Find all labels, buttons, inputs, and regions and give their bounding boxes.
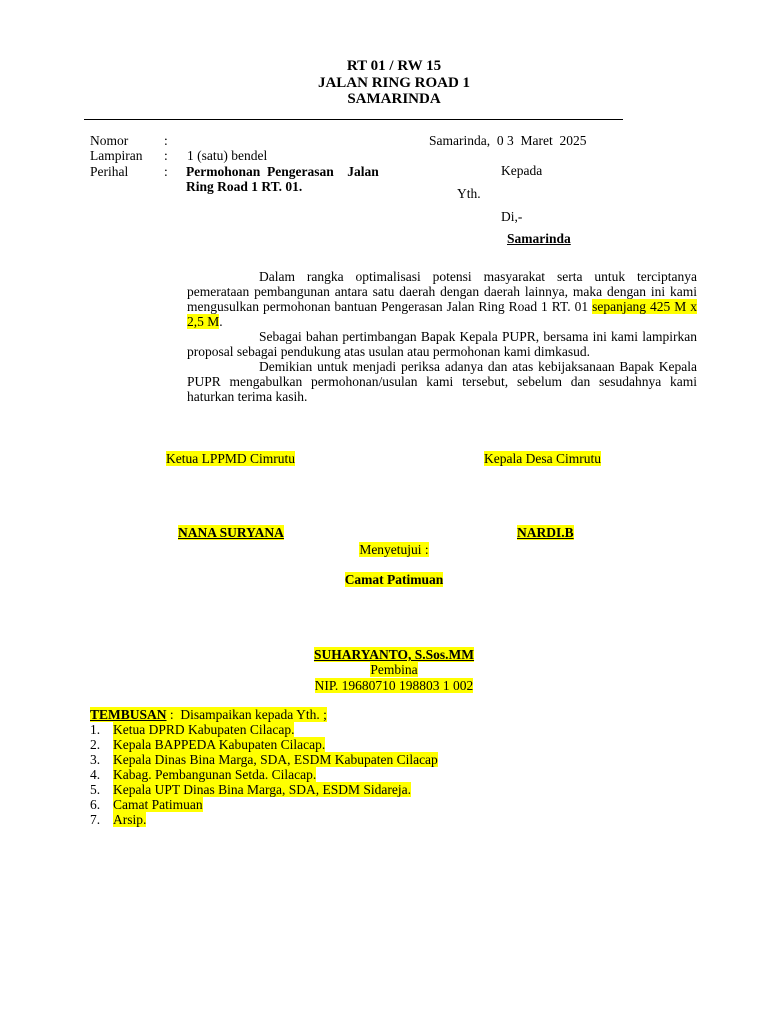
- body-paragraph-1: [187, 269, 697, 329]
- approval-label-wrap: [0, 542, 768, 557]
- yth-label: Yth.: [457, 186, 481, 201]
- letterhead-line-2: JALAN RING ROAD 1: [317, 75, 471, 91]
- list-item: [90, 752, 438, 767]
- left-signatory-name: NANA SURYANA: [178, 525, 284, 540]
- letterhead-line-1: RT 01 / RW 15: [346, 58, 442, 74]
- road-length-highlight: sepanjang 425 M x 2,5 M: [187, 299, 698, 329]
- tembusan-label: TEMBUSAN: [90, 707, 167, 722]
- tembusan-section: [90, 707, 438, 827]
- list-item-text: Kepala BAPPEDA Kabupaten Cilacap.: [113, 737, 326, 752]
- list-item: [90, 722, 438, 737]
- tembusan-intro: : Disampaikan kepada Yth. ;: [166, 707, 327, 722]
- tembusan-header: [90, 707, 327, 722]
- camat-nip: NIP. 19680710 198803 1 002: [314, 678, 474, 693]
- right-signatory-title: Kepala Desa Cimrutu: [484, 451, 601, 466]
- left-signatory-title: Ketua LPPMD Cimrutu: [166, 451, 296, 466]
- perihal-colon: :: [164, 164, 168, 179]
- list-item-number: 1.: [90, 722, 101, 737]
- letter-date: Samarinda, 0 3 Maret 2025: [429, 133, 587, 148]
- list-item-number: 4.: [90, 767, 101, 782]
- di-label: Di,-: [501, 209, 523, 224]
- perihal-value-line-1: Permohonan Pengerasan Jalan: [186, 164, 379, 179]
- nomor-label: Nomor: [90, 133, 129, 148]
- lampiran-value: 1 (satu) bendel: [187, 148, 268, 163]
- lampiran-label: Lampiran: [90, 148, 143, 163]
- list-item: [90, 812, 438, 827]
- list-item-text: Arsip.: [113, 812, 147, 827]
- letter-body: [187, 269, 697, 404]
- body-paragraph-3: Demikian untuk menjadi periksa adanya dan atas kebijaksanaan Bapak Kepala PUPR mengabulkan permohonan/usulan kami tersebut, sebelum dan sesudahnya kami haturkan terima kasih.: [187, 359, 697, 404]
- list-item: [90, 737, 438, 752]
- camat-name-wrap: [0, 647, 768, 662]
- approval-label: Menyetujui :: [359, 542, 429, 557]
- list-item-number: 5.: [90, 782, 101, 797]
- list-item-number: 7.: [90, 812, 101, 827]
- body-paragraph-2: Sebagai bahan pertimbangan Bapak Kepala PUPR, bersama ini kami lampirkan proposal sebagai pendukung atas usulan atau permohonan kami dimkasud.: [187, 329, 697, 359]
- kepada-label: Kepada: [501, 163, 543, 178]
- camat-title: Camat Patimuan: [344, 572, 444, 587]
- recipient-city: Samarinda: [507, 231, 571, 246]
- list-item-number: 2.: [90, 737, 101, 752]
- list-item: [90, 782, 438, 797]
- list-item-text: Kabag. Pembangunan Setda. Cilacap.: [113, 767, 317, 782]
- perihal-value-line-2: Ring Road 1 RT. 01.: [186, 179, 303, 194]
- list-item: [90, 797, 438, 812]
- list-item-number: 3.: [90, 752, 101, 767]
- letterhead-line-3: SAMARINDA: [347, 91, 441, 107]
- list-item-text: Camat Patimuan: [113, 797, 203, 812]
- lampiran-colon: :: [164, 148, 168, 163]
- letterhead-divider: [84, 119, 623, 120]
- camat-name: SUHARYANTO, S.Sos.MM: [313, 647, 475, 662]
- camat-rank: Pembina: [370, 662, 418, 677]
- list-item-text: Kepala Dinas Bina Marga, SDA, ESDM Kabupaten Cilacap: [113, 752, 438, 767]
- tembusan-list: [90, 722, 438, 827]
- camat-title-wrap: [0, 572, 768, 587]
- right-signatory-name: NARDI.B: [517, 525, 574, 540]
- list-item: [90, 767, 438, 782]
- camat-rank-wrap: [0, 662, 768, 677]
- body-paragraph-1-text: Dalam rangka optimalisasi potensi masyarakat serta untuk terciptanya pemerataan pembangunan antara satu daerah dengan daerah lainnya, maka dengan ini kami mengusulkan permohonan bantuan Pengerasan Jalan Ring Road 1 RT. 01: [187, 269, 697, 314]
- nomor-colon: :: [164, 133, 168, 148]
- list-item-number: 6.: [90, 797, 101, 812]
- perihal-label: Perihal: [90, 164, 129, 179]
- camat-nip-wrap: [0, 678, 768, 693]
- body-paragraph-1-end: .: [219, 314, 223, 329]
- list-item-text: Kepala UPT Dinas Bina Marga, SDA, ESDM Sidareja.: [113, 782, 411, 797]
- list-item-text: Ketua DPRD Kabupaten Cilacap.: [113, 722, 295, 737]
